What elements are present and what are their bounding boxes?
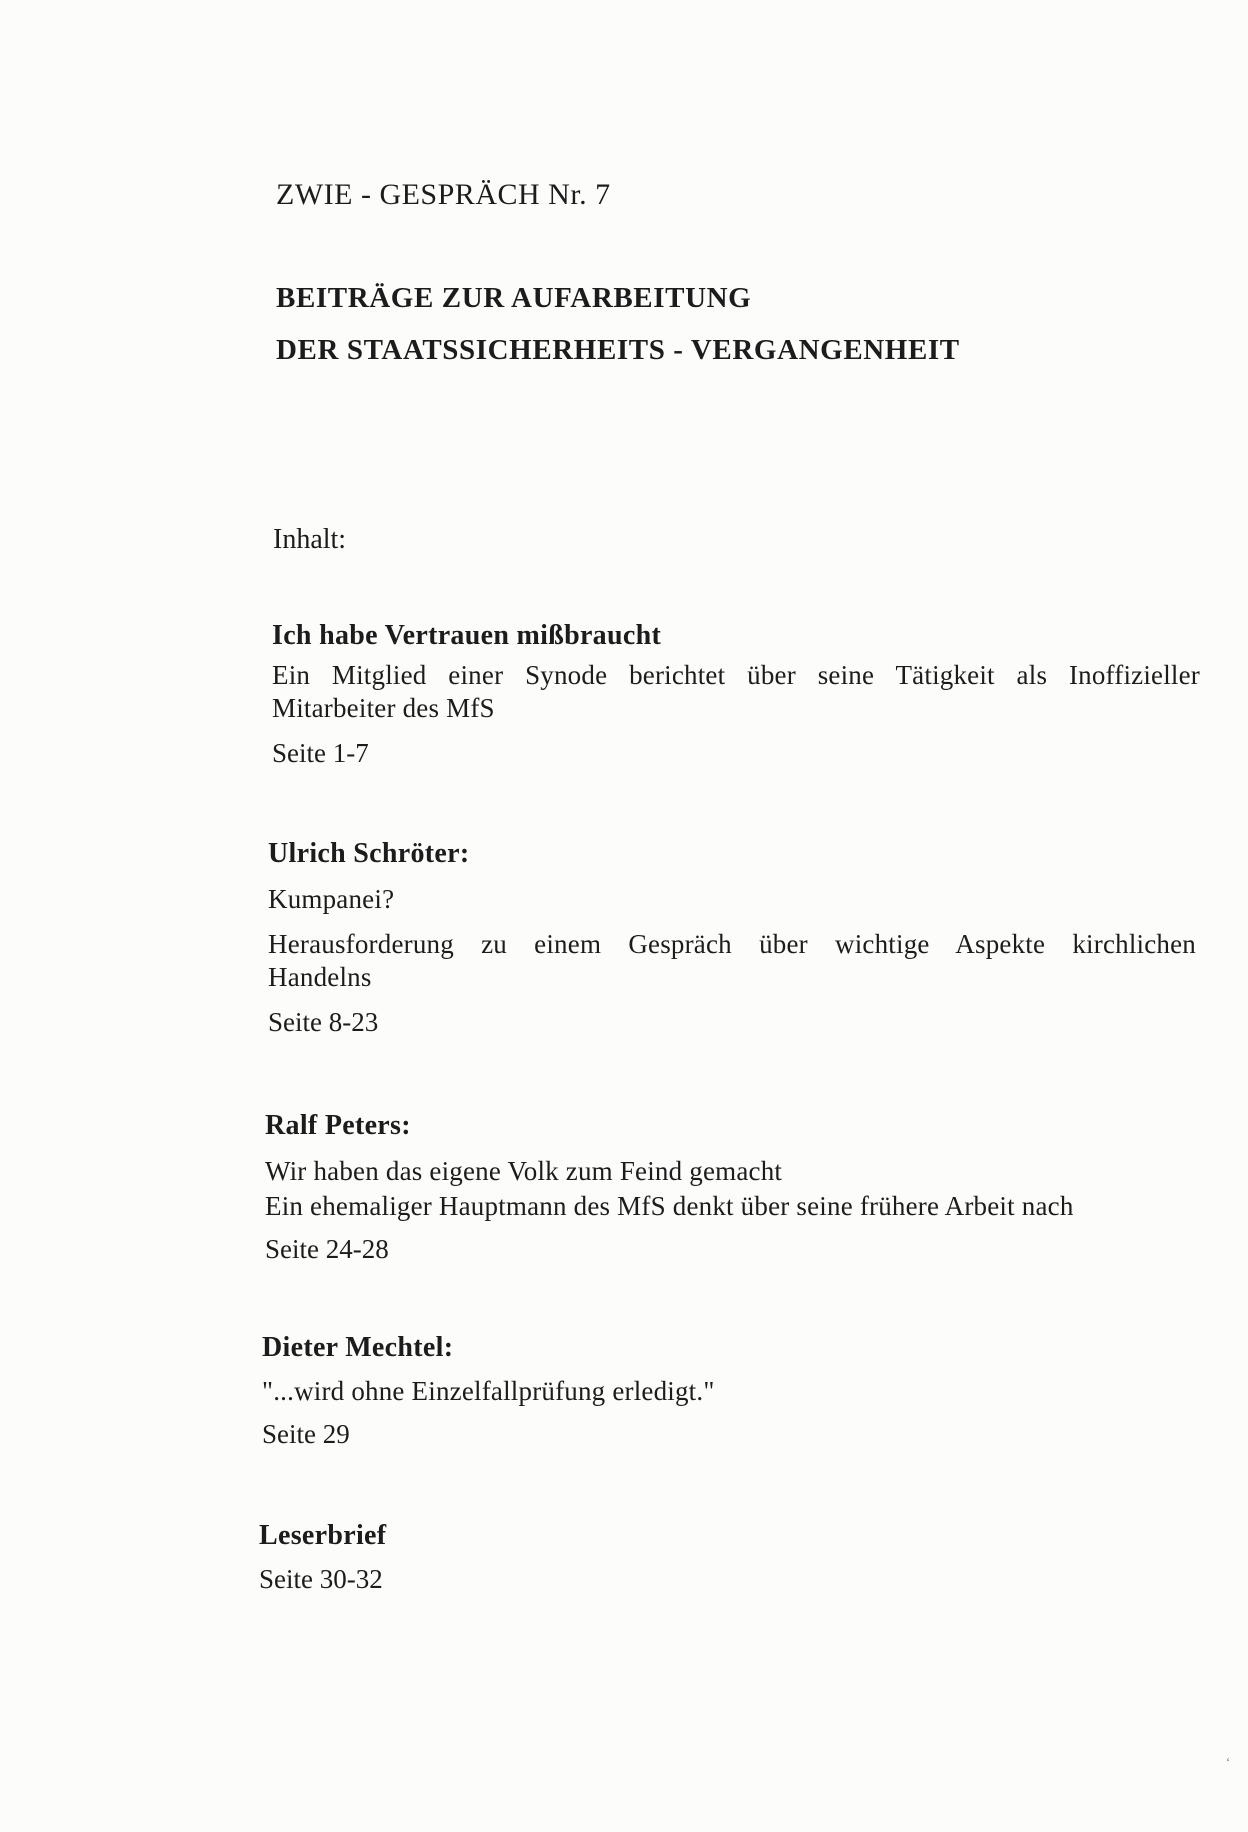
entry-description-continued: Mitarbeiter des MfS — [272, 693, 495, 723]
entry-title: Ralf Peters: — [265, 1110, 411, 1141]
document-headline — [276, 272, 960, 376]
scan-mark: ‘ — [1226, 1755, 1230, 1769]
entry-pages: Seite 29 — [262, 1419, 350, 1449]
entry-description: Ein Mitglied einer Synode berichtet über seine Tätigkeit als Inoffizieller — [272, 660, 1200, 690]
entry-subtitle: Kumpanei? — [268, 884, 395, 914]
entry-description: Herausforderung zu einem Gespräch über wichtige Aspekte kirchlichen — [268, 929, 1196, 959]
entry-description: Ein ehemaliger Hauptmann des MfS denkt über seine frühere Arbeit nach — [265, 1191, 1074, 1221]
entry-title: Leserbrief — [259, 1520, 387, 1551]
contents-entry-2 — [268, 838, 1196, 1038]
headline-line-1: BEITRÄGE ZUR AUFARBEITUNG — [276, 282, 752, 314]
entry-title: Ich habe Vertrauen mißbraucht — [272, 620, 662, 651]
entry-pages: Seite 30-32 — [259, 1564, 383, 1594]
entry-subtitle: "...wird ohne Einzelfallprüfung erledigt." — [262, 1376, 715, 1406]
contents-entry-3 — [265, 1110, 1074, 1265]
entry-title: Ulrich Schröter: — [268, 838, 470, 869]
series-title: ZWIE - GESPRÄCH Nr. 7 — [276, 178, 611, 211]
entry-description-continued: Handelns — [268, 962, 372, 992]
contents-entry-5 — [259, 1520, 386, 1595]
contents-entry-4 — [262, 1332, 715, 1450]
headline-line-2: DER STAATSSICHERHEITS - VERGANGENHEIT — [276, 334, 960, 366]
contents-label: Inhalt: — [273, 524, 347, 555]
entry-subtitle: Wir haben das eigene Volk zum Feind gemacht — [265, 1156, 783, 1186]
entry-pages: Seite 24-28 — [265, 1234, 389, 1264]
entry-title: Dieter Mechtel: — [262, 1332, 454, 1363]
entry-pages: Seite 8-23 — [268, 1007, 379, 1037]
contents-entry-1 — [272, 620, 1200, 769]
entry-pages: Seite 1-7 — [272, 738, 369, 768]
